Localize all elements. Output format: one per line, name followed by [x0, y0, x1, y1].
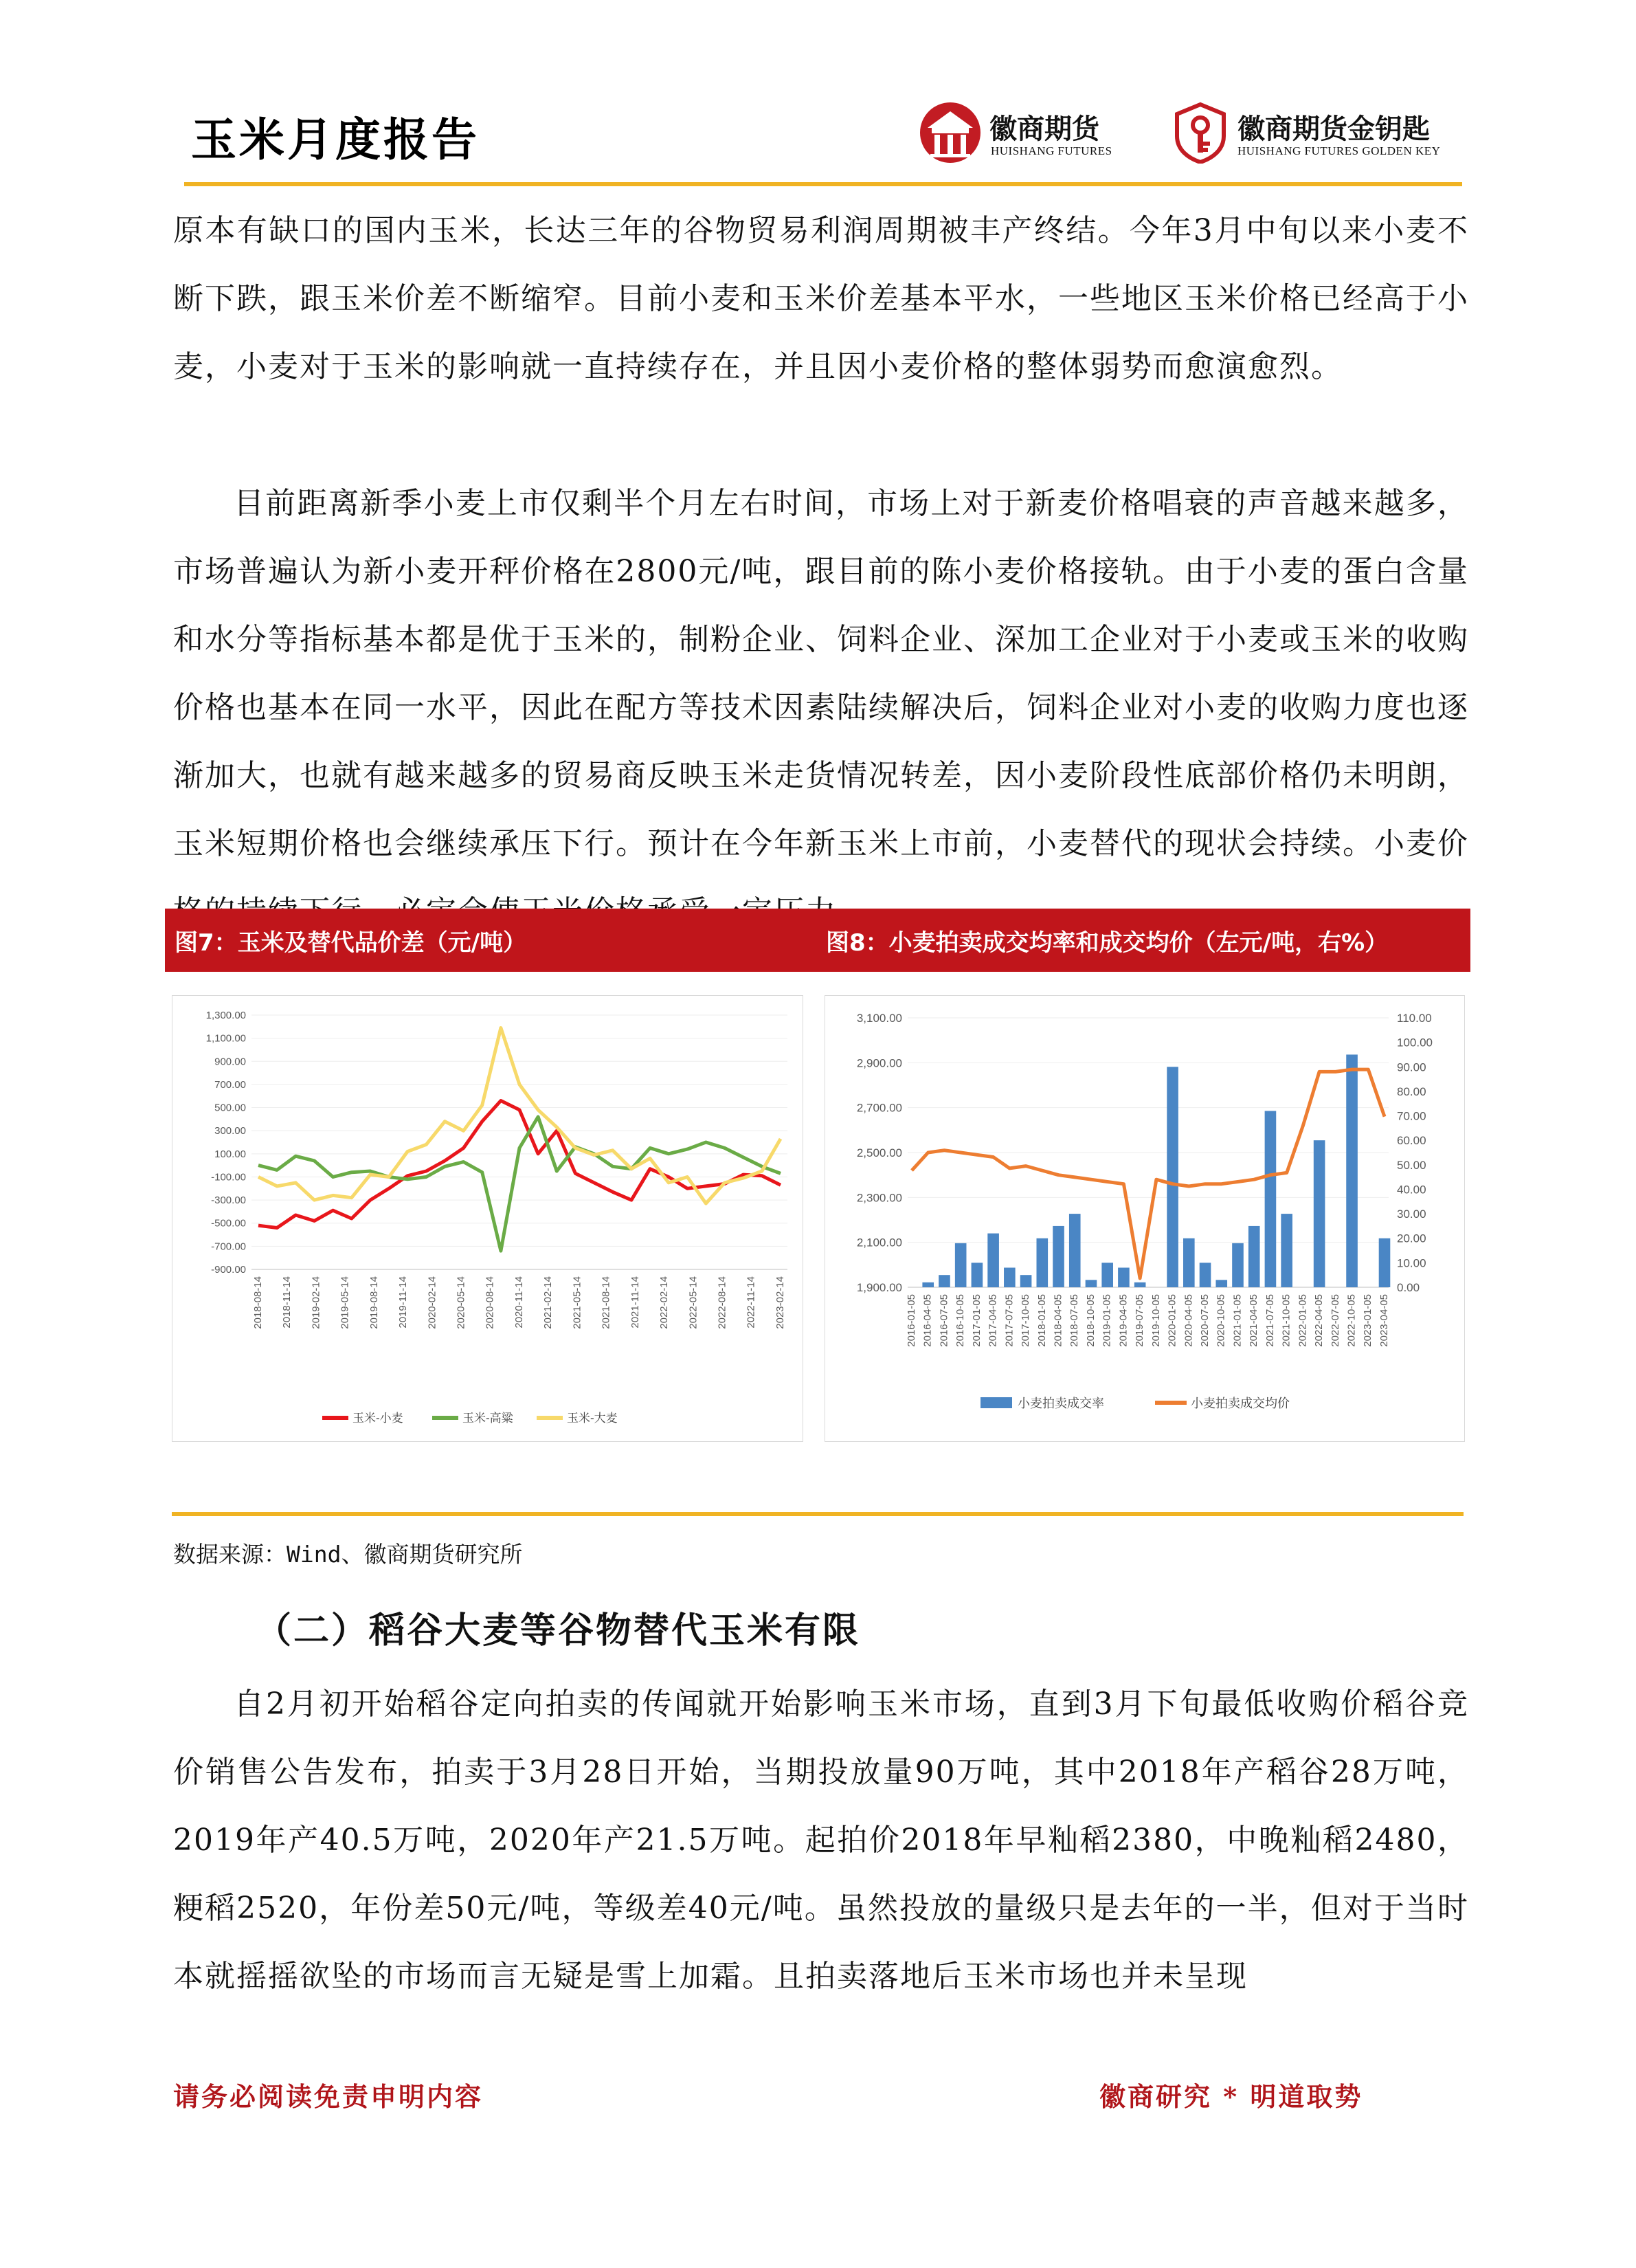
rate-bar: [1004, 1267, 1016, 1287]
legend-label: 玉米-大麦: [567, 1412, 618, 1425]
x-tick-label: 2021-07-05: [1264, 1294, 1276, 1347]
header-divider: [184, 182, 1462, 186]
x-tick-label: 2022-01-05: [1297, 1294, 1309, 1347]
logo1-cn: 徽商期货: [989, 113, 1099, 145]
x-tick-label: 2019-02-14: [310, 1276, 322, 1329]
x-tick-label: 2019-10-05: [1150, 1294, 1162, 1347]
x-tick-label: 2020-01-05: [1166, 1294, 1178, 1347]
y-tick-label: 1,100.00: [205, 1032, 246, 1045]
source-divider: [172, 1512, 1464, 1516]
rate-bar: [1265, 1111, 1277, 1287]
right-tick-label: 80.00: [1397, 1085, 1426, 1098]
right-tick-label: 30.00: [1397, 1208, 1426, 1221]
x-tick-label: 2023-02-14: [774, 1276, 786, 1329]
left-tick-label: 1,900.00: [856, 1281, 902, 1294]
rate-bar: [1118, 1267, 1130, 1287]
x-tick-label: 2017-01-05: [970, 1294, 983, 1347]
rate-bar: [1020, 1275, 1032, 1287]
x-tick-label: 2023-01-05: [1362, 1294, 1374, 1347]
y-tick-label: 100.00: [214, 1148, 246, 1160]
left-tick-label: 3,100.00: [856, 1012, 902, 1025]
rate-bar: [1215, 1280, 1227, 1287]
right-tick-label: 10.00: [1397, 1256, 1426, 1270]
rate-bar: [1069, 1214, 1081, 1287]
legend-swatch: [981, 1397, 1012, 1408]
rate-bar: [1086, 1280, 1097, 1287]
x-tick-label: 2017-10-05: [1020, 1294, 1032, 1347]
figure-title-bar: [165, 909, 1470, 972]
x-tick-label: 2020-08-14: [484, 1276, 496, 1329]
chart8: [825, 996, 1464, 1441]
x-tick-label: 2022-11-14: [745, 1276, 757, 1328]
disclaimer-note: 请务必阅读免责申明内容: [173, 2081, 484, 2112]
fig8-title: 图8：小麦拍卖成交均率和成交均价（左元/吨，右%）: [826, 929, 1389, 957]
rate-bar: [955, 1243, 967, 1287]
right-tick-label: 60.00: [1397, 1134, 1426, 1148]
left-tick-label: 2,700.00: [856, 1101, 902, 1115]
x-tick-label: 2022-02-14: [658, 1276, 671, 1329]
logo1-en: HUISHANG FUTURES: [991, 144, 1112, 157]
rate-bar: [922, 1282, 934, 1287]
rate-bar: [1314, 1140, 1325, 1287]
chart7: [172, 996, 803, 1441]
x-tick-label: 2021-11-14: [629, 1276, 641, 1328]
x-tick-label: 2020-04-05: [1183, 1294, 1195, 1347]
x-tick-label: 2019-07-05: [1134, 1294, 1146, 1347]
x-tick-label: 2021-05-14: [571, 1276, 583, 1329]
legend-label: 玉米-小麦: [352, 1412, 403, 1425]
y-tick-label: 900.00: [214, 1056, 246, 1068]
rate-bar: [1379, 1238, 1391, 1287]
chart8-frame: [825, 995, 1465, 1442]
fig7-title: 图7：玉米及替代品价差（元/吨）: [175, 929, 527, 957]
x-tick-label: 2016-04-05: [921, 1294, 934, 1347]
x-tick-label: 2019-08-14: [368, 1276, 380, 1329]
legend-label: 小麦拍卖成交率: [1018, 1397, 1104, 1410]
rate-bar: [1053, 1226, 1064, 1287]
x-tick-label: 2018-01-05: [1035, 1294, 1048, 1347]
y-tick-label: 1,300.00: [205, 1010, 246, 1021]
right-tick-label: 40.00: [1397, 1183, 1426, 1197]
x-tick-label: 2021-04-05: [1248, 1294, 1260, 1347]
report-title: 玉米月度报告: [191, 113, 480, 166]
x-tick-label: 2016-10-05: [954, 1294, 967, 1347]
right-tick-label: 20.00: [1397, 1232, 1426, 1245]
chart7-frame: [172, 995, 803, 1442]
y-tick-label: 300.00: [214, 1125, 246, 1137]
golden-key-logo: [1172, 102, 1441, 166]
x-tick-label: 2018-11-14: [281, 1276, 293, 1328]
rate-bar: [972, 1263, 983, 1287]
rate-bar: [1346, 1054, 1358, 1287]
data-source: 数据来源：Wind、徽商期货研究所: [173, 1541, 523, 1568]
rate-bar: [939, 1275, 950, 1287]
x-tick-label: 2022-07-05: [1329, 1294, 1341, 1347]
x-tick-label: 2019-05-14: [339, 1276, 351, 1329]
building-emblem-icon: [919, 102, 981, 164]
x-tick-label: 2022-04-05: [1313, 1294, 1325, 1347]
series-line-2: [258, 1117, 781, 1251]
rate-bar: [1200, 1263, 1211, 1287]
left-tick-label: 2,100.00: [856, 1236, 902, 1249]
footer-slogan: 徽商研究 * 明道取势: [1099, 2081, 1363, 2112]
x-tick-label: 2021-01-05: [1231, 1294, 1244, 1347]
paragraph-2: 目前距离新季小麦上市仅剩半个月左右时间，市场上对于新麦价格唱衰的声音越来越多，市场普遍认为新小麦开秤价格在2800元/吨，跟目前的陈小麦价格接轨。由于小麦的蛋白含量和水分等指标基本都是优于玉米的，制粉企业、饲料企业、深加工企业对于小麦或玉米的收购价格也基本在同一水平，因此在配方等技术因素陆续解决后，饲料企业对小麦的收购力度也逐渐加大，也就有越来越多的贸易商反映玉米走货情况转差，因小麦阶段性底部价格仍未明朗，玉米短期价格也会继续承压下行。预计在今年新玉米上市前，小麦替代的现状会持续。小麦价: [173, 486, 1469, 861]
y-tick-label: -700.00: [211, 1241, 246, 1253]
x-tick-label: 2020-07-05: [1199, 1294, 1211, 1347]
x-tick-label: 2022-05-14: [687, 1276, 699, 1329]
x-tick-label: 2016-01-05: [905, 1294, 917, 1347]
left-tick-label: 2,500.00: [856, 1146, 902, 1159]
y-tick-label: 500.00: [214, 1102, 246, 1114]
rate-bar: [1281, 1214, 1292, 1287]
x-tick-label: 2016-07-05: [938, 1294, 950, 1347]
logo2-en: HUISHANG FUTURES GOLDEN KEY: [1237, 144, 1441, 157]
x-tick-label: 2020-11-14: [513, 1276, 525, 1328]
right-tick-label: 0.00: [1397, 1281, 1420, 1294]
paragraph-1: 原本有缺口的国内玉米，长达三年的谷物贸易利润周期被丰产终结。今年3月中旬以来小麦不断下跌，跟玉米价差不断缩窄。目前小麦和玉米价差基本平水，一些地区玉米价格已经高于小麦，小麦对于玉米的影响就一直持续存在，并且因小麦价格的整体弱势而愈演愈烈。: [173, 213, 1469, 384]
right-tick-label: 50.00: [1397, 1158, 1426, 1172]
series-line-1: [258, 1101, 781, 1228]
y-tick-label: -500.00: [211, 1217, 246, 1230]
y-tick-label: 700.00: [214, 1078, 246, 1091]
right-tick-label: 70.00: [1397, 1109, 1426, 1123]
x-tick-label: 2018-08-14: [251, 1276, 264, 1329]
x-tick-label: 2020-02-14: [426, 1276, 438, 1329]
rate-bar: [1167, 1067, 1178, 1287]
x-tick-label: 2023-04-05: [1378, 1294, 1390, 1347]
x-tick-label: 2019-04-05: [1117, 1294, 1130, 1347]
left-tick-label: 2,300.00: [856, 1191, 902, 1205]
x-tick-label: 2017-04-05: [987, 1294, 999, 1347]
key-emblem-icon: [1172, 102, 1229, 164]
rate-bar: [1101, 1263, 1113, 1287]
y-tick-label: -900.00: [211, 1264, 246, 1276]
x-tick-label: 2022-10-05: [1345, 1294, 1358, 1347]
x-tick-label: 2021-02-14: [542, 1276, 554, 1329]
left-tick-label: 2,900.00: [856, 1056, 902, 1070]
rate-bar: [1232, 1243, 1244, 1287]
y-tick-label: -100.00: [211, 1171, 246, 1183]
x-tick-label: 2019-11-14: [397, 1276, 410, 1328]
rate-bar: [1134, 1282, 1146, 1287]
right-tick-label: 110.00: [1397, 1012, 1432, 1025]
legend-label: 玉米-高粱: [462, 1412, 513, 1425]
legend-label: 小麦拍卖成交均价: [1191, 1397, 1290, 1410]
x-tick-label: 2021-08-14: [600, 1276, 612, 1329]
right-tick-label: 90.00: [1397, 1060, 1426, 1074]
x-tick-label: 2017-07-05: [1003, 1294, 1016, 1347]
x-tick-label: 2020-05-14: [455, 1276, 467, 1329]
y-tick-label: -300.00: [211, 1194, 246, 1207]
rate-bar: [1036, 1238, 1048, 1287]
x-tick-label: 2018-04-05: [1052, 1294, 1064, 1347]
paragraph-3: 自2月初开始稻谷定向拍卖的传闻就开始影响玉米市场，直到3月下旬最低收购价稻谷竞价销售公告发布，拍卖于3月28日开始，当期投放量90万吨，其中2018年产稻谷28万吨，2019年产40.5万吨，2020年产21.5万吨。起拍价2018年早籼稻2380，中晚籼稻2480，粳稻2520，年份差50元/吨，等级差40元/吨。虽然投放的量级只是去年的一半，但对于当时本就摇摇欲坠的市场而言无疑是雪上加霜。且拍卖落地后玉米市场也并未呈现: [173, 1687, 1469, 1994]
rate-bar: [1183, 1238, 1195, 1287]
huishang-futures-logo: [919, 102, 1112, 166]
x-tick-label: 2019-01-05: [1101, 1294, 1113, 1347]
x-tick-label: 2018-07-05: [1068, 1294, 1081, 1347]
rate-bar: [1248, 1226, 1260, 1287]
x-tick-label: 2022-08-14: [716, 1276, 728, 1329]
x-tick-label: 2020-10-05: [1215, 1294, 1227, 1347]
x-tick-label: 2021-10-05: [1280, 1294, 1292, 1347]
right-tick-label: 100.00: [1397, 1036, 1433, 1049]
logo2-cn: 徽商期货金钥匙: [1237, 113, 1430, 145]
rate-bar: [987, 1234, 999, 1287]
section-heading: （二）稻谷大麦等谷物替代玉米有限: [256, 1610, 861, 1652]
x-tick-label: 2018-10-05: [1084, 1294, 1097, 1347]
